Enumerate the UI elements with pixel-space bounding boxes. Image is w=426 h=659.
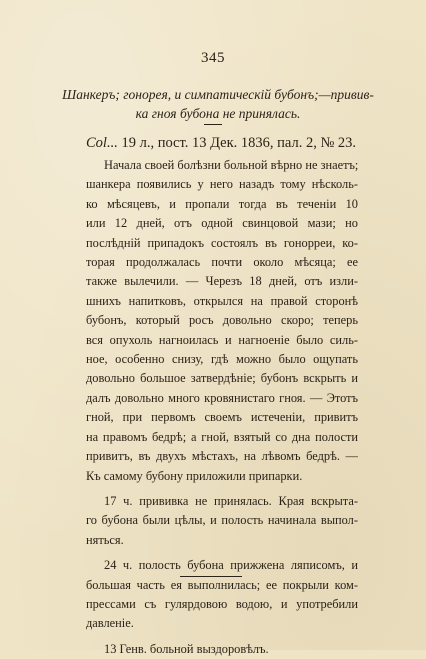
heading-divider (204, 124, 222, 125)
text-line: го бубона были цѣлы, и полость начинала выпол- (86, 513, 358, 528)
text-line: 17 ч. прививка не принялась. Края вскрыта- (104, 493, 358, 508)
text-line: послѣдній припадокъ состоялъ въ гонорреи, ко- (86, 235, 358, 250)
text-line: также вылечили. — Черезъ 18 дней, отъ изли- (86, 274, 358, 289)
text-line: ное, особенно снизу, гдѣ можно было ощупать (86, 352, 358, 367)
text-line: или 12 дней, отъ одной свинцовой мази; но (86, 216, 358, 231)
text-line: бубонъ, который росъ довольно скоро; теперь (86, 313, 358, 328)
page-number: 345 (201, 50, 225, 66)
text-line: няться. (86, 532, 124, 547)
text-line: прессами съ гулярдовою водою, и употребили (86, 596, 358, 611)
text-line: 13 Генв. больной выздоровѣлъ. (104, 641, 269, 656)
text-line: гной, при первомъ своемъ истеченіи, привитъ (86, 410, 358, 425)
case-header-patient: Col... (86, 135, 118, 151)
text-line: довольно большое затвердѣніе; бубонъ вскрыть и (86, 371, 358, 386)
text-line: Къ самому бубону приложили припарки. (86, 468, 303, 483)
section-heading (60, 85, 376, 123)
case-header (86, 135, 356, 152)
text-line: ко мѣсяцевъ, и пропали тогда въ теченіи 10 (86, 196, 358, 211)
text-line: большая часть ея выполнилась; ее покрыли ком- (86, 577, 358, 592)
text-line: далъ довольно много кровянистаго гноя. — Этотъ (86, 390, 358, 405)
text-line: шнихъ напитковъ, открылся на правой сторонѣ (86, 293, 358, 308)
text-line: привитъ, въ двухъ мѣстахъ, на лѣвомъ бедрѣ. — (86, 449, 358, 464)
text-line: шанкера появились у него назадъ тому нѣсколь- (86, 177, 358, 192)
text-line: Начала своей болѣзни больной вѣрно не знаетъ; (104, 158, 358, 172)
text-line: 24 ч. полость бубона прижжена ляписомъ, и (104, 558, 358, 573)
case-header-details: 19 л., пост. 13 Дек. 1836, пал. 2, № 23. (117, 135, 357, 151)
heading-line: Шанкеръ; гонорея, и симпатическій бубонъ;—привив- (62, 87, 374, 102)
case-body (86, 156, 358, 659)
text-line: давленіе. (86, 616, 134, 631)
text-line: торая продолжалась почти около мѣсяца; ее (86, 255, 358, 270)
text-line: вся опухоль нагноилась и нагноеніе было силь- (86, 332, 358, 347)
text-line: на правомъ бедрѣ; а гной, взятый со дна полости (86, 429, 358, 444)
heading-line: ка гноя бубона не принялась. (135, 106, 301, 121)
end-divider (180, 576, 242, 577)
